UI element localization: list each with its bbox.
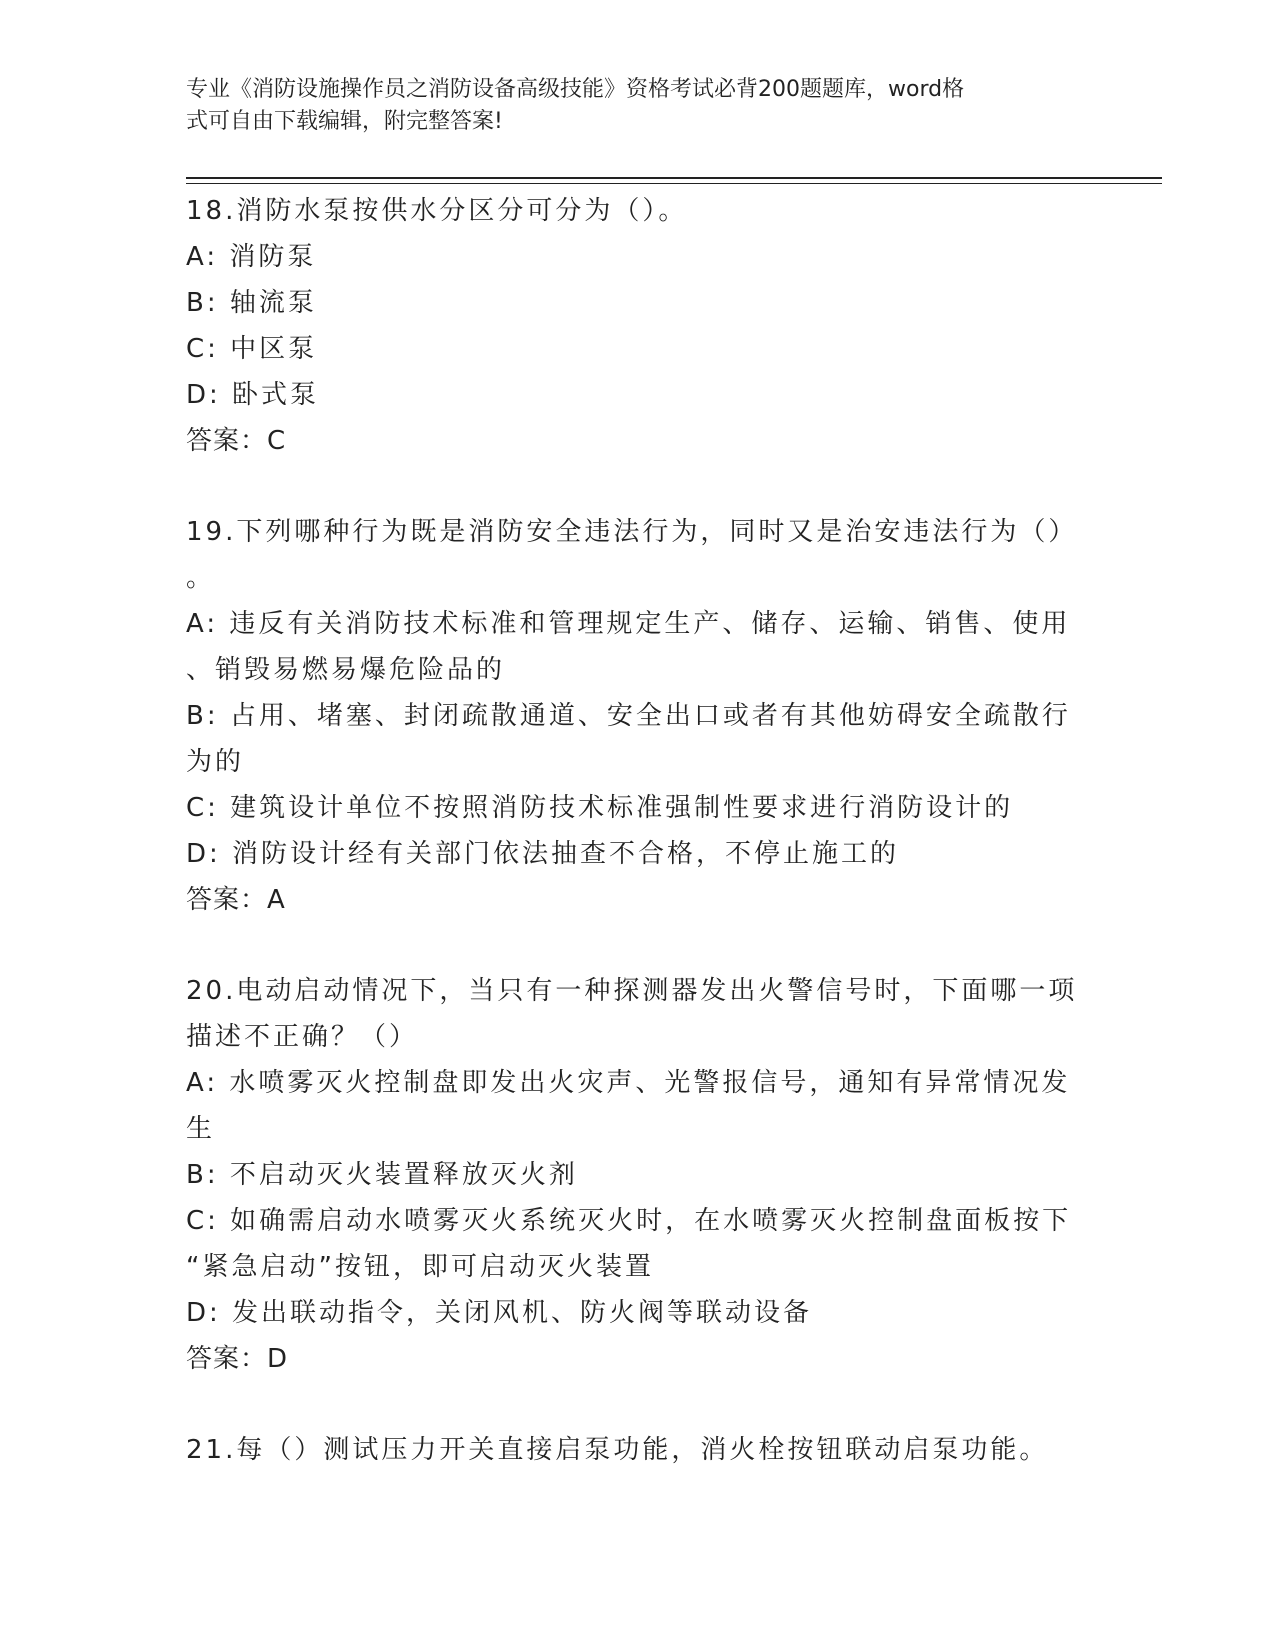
- option-a-continued: 生: [186, 1114, 216, 1144]
- question-21: [186, 1427, 1086, 1473]
- option-a: A: 水喷雾灭火控制盘即发出火灾声、光警报信号，通知有异常情况发: [186, 1068, 1071, 1098]
- option-b: B: 轴流泵: [186, 288, 317, 318]
- question-18: [186, 188, 1086, 464]
- option-b: B: 占用、堵塞、封闭疏散通道、安全出口或者有其他妨碍安全疏散行: [186, 701, 1071, 731]
- option-b: B: 不启动灭火装置释放灭火剂: [186, 1160, 578, 1190]
- question-20: [186, 968, 1086, 1382]
- option-d: D: 发出联动指令，关闭风机、防火阀等联动设备: [186, 1298, 813, 1328]
- answer: 答案：C: [186, 426, 287, 456]
- option-a: A: 违反有关消防技术标准和管理规定生产、储存、运输、销售、使用: [186, 609, 1071, 639]
- question-gap: [186, 464, 1086, 509]
- option-a-continued: 、销毁易燃易爆危险品的: [186, 655, 506, 685]
- option-d: D: 卧式泵: [186, 380, 320, 410]
- header-divider-thin: [186, 183, 1162, 184]
- question-stem: 21.每（）测试压力开关直接启泵功能，消火栓按钮联动启泵功能。: [186, 1435, 1049, 1465]
- header-divider-thick: [186, 177, 1162, 179]
- option-c-continued: “紧急启动”按钮，即可启动灭火装置: [186, 1252, 654, 1282]
- option-c: C: 中区泵: [186, 334, 318, 364]
- header-line-2: 式可自由下载编辑，附完整答案!: [186, 109, 503, 134]
- option-c: C: 建筑设计单位不按照消防技术标准强制性要求进行消防设计的: [186, 793, 1014, 823]
- question-stem-continued: 描述不正确？（）: [186, 1022, 419, 1052]
- question-stem: 18.消防水泵按供水分区分可分为（）。: [186, 196, 688, 226]
- question-19: [186, 509, 1086, 923]
- question-stem: 20.电动启动情况下，当只有一种探测器发出火警信号时，下面哪一项: [186, 976, 1078, 1006]
- document-header: [186, 74, 1066, 138]
- option-c: C: 如确需启动水喷雾灭火系统灭火时，在水喷雾灭火控制盘面板按下: [186, 1206, 1072, 1236]
- option-a: A: 消防泵: [186, 242, 317, 272]
- answer: 答案：D: [186, 1344, 289, 1374]
- question-stem-continued: 。: [186, 563, 216, 593]
- header-line-1: 专业《消防设施操作员之消防设备高级技能》资格考试必背200题题库，word格: [186, 77, 965, 102]
- answer: 答案：A: [186, 885, 286, 915]
- question-gap: [186, 923, 1086, 968]
- question-gap: [186, 1382, 1086, 1427]
- option-b-continued: 为的: [186, 747, 245, 777]
- question-stem: 19.下列哪种行为既是消防安全违法行为，同时又是治安违法行为（）: [186, 517, 1078, 547]
- question-list: [186, 188, 1086, 1473]
- option-d: D: 消防设计经有关部门依法抽查不合格，不停止施工的: [186, 839, 900, 869]
